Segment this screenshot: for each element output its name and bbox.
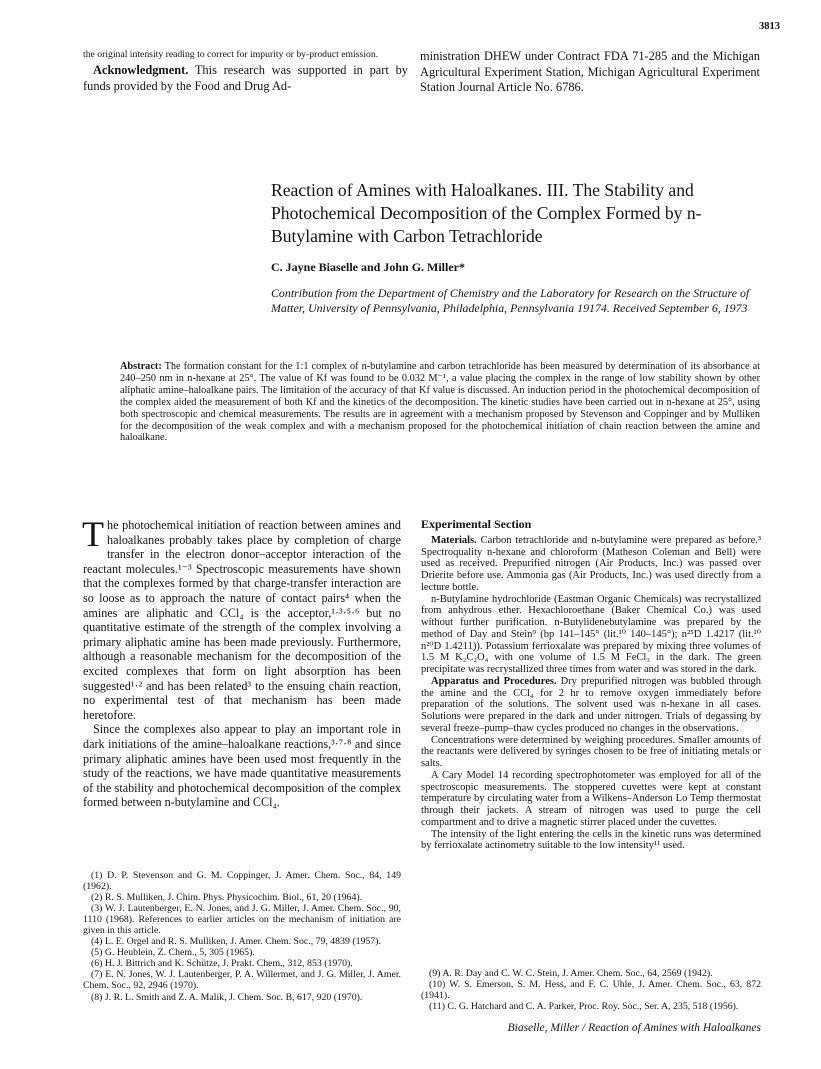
concentrations-paragraph: Concentrations were determined by weighing procedures. Smaller amounts of the reactants were delivered by syringes chosen to be free of initiating metals or salts. bbox=[421, 734, 761, 769]
reference-item: (6) H. J. Bittrich and K. Schütze, J. Prakt. Chem., 312, 853 (1970). bbox=[91, 958, 353, 970]
article-authors: C. Jayne Biaselle and John G. Miller* bbox=[271, 260, 466, 274]
reference-item: (1) D. P. Stevenson and G. M. Coppinger, J. Amer. Chem. Soc., 84, 149 (1962). bbox=[83, 870, 401, 893]
reference-item: (8) J. R. L. Smith and Z. A. Malik, J. Chem. Soc. B, 617, 920 (1970). bbox=[91, 991, 363, 1003]
running-footer: Biaselle, Miller / Reaction of Amines with Haloalkanes bbox=[507, 1022, 761, 1034]
experimental-section bbox=[421, 519, 761, 852]
reference-item: (11) C. G. Hatchard and C. A. Parker, Proc. Roy. Soc., Ser. A, 235, 518 (1956). bbox=[429, 1001, 739, 1013]
abstract-text: The formation constant for the 1:1 complex of n-butylamine and carbon tetrachloride has been measured by determination of its absorbance at 240–250 nm in n-hexane at 25°. The value of Kf was found to be 0.032 M⁻¹, a value placing the complex in the range of low stability shown by other aliphatic amine–haloalkane pairs. The limitation of the accuracy of that Kf value is discussed. An induction period in the photochemical decomposition of the complex aided the measurement of both Kf and the kinetics of the decomposition. The kinetic studies have been carried out in n-hexane at 25°, using both spectroscopic and chemical measurements. The results are in agreement with a mechanism proposed by Stevenson and Coppinger and by Mulliken for the decomposition of the weak complex and with a mechanism proposed for the photochemical initiation of chain reaction between the amine and haloalkane. bbox=[120, 361, 760, 444]
acknowledgment bbox=[83, 63, 408, 94]
apparatus-heading: Apparatus and Procedures. bbox=[431, 675, 557, 687]
top-right-block bbox=[420, 49, 760, 96]
intro-paragraph-1-text: he photochemical initiation of reaction between amines and haloalkanes probably takes place by completion of charge transfer in the electron donor–acceptor interaction of the reactant molecules.¹⁻³ Spectroscopic measurements have shown that the complexes formed by that charge-transfer interaction are so loose as to approach the nature of contact pairs⁴ when the amines are aliphatic and CCl₄ is the acceptor,¹·³·⁵·⁶ but no quantitative estimate of the strength of the complex involving a primary aliphatic amine has been made previously. Furthermore, although a reasonable mechanism for the decomposition of the excited complexes that form on light absorption has been suggested¹·² and has been related³ to the ensuing chain reaction, no experimental test of that mechanism has been made heretofore. bbox=[83, 518, 401, 722]
article-affiliation: Contribution from the Department of Chemistry and the Laboratory for Research on the Structure of Matter, University of Pennsylvania, Philadelphia, Pennsylvania 19174. Received September 6, 1973 bbox=[271, 286, 750, 315]
reference-item: (3) W. J. Lautenberger, E. N. Jones, and J. G. Miller, J. Amer. Chem. Soc., 90, 1110 (1968). References to earlier articles on the mechanism of initiation are given in this article. bbox=[83, 903, 401, 937]
materials-paragraph bbox=[421, 535, 761, 594]
previous-article-tail: the original intensity reading to correct for impurity or by-product emission. bbox=[83, 49, 379, 60]
spectrophotometer-paragraph: A Cary Model 14 recording spectrophotometer was employed for all of the spectroscopic measurements. The stoppered cuvettes were kept at constant temperature by circulating water from a Wilkens–Anderson Lo Temp thermostat through their jackets. A stream of nitrogen was used to purge the cell compartment and to drive a magnetic stirrer placed under the cuvettes. bbox=[421, 769, 761, 828]
page-number: 3813 bbox=[759, 21, 780, 32]
drop-cap: T bbox=[82, 514, 104, 554]
references-right bbox=[421, 968, 761, 1012]
references-left bbox=[83, 870, 401, 1003]
apparatus-text: Dry prepurified nitrogen was bubbled through the amine and the CCl₄ for 2 hr to remove oxygen immediately before preparation of the solutions. The solvent used was n-hexane in all cases. Solutions were prepared in the dark and under nitrogen. Trials of degassing by several freeze–pump–thaw cycles produced no changes in the observations. bbox=[421, 675, 761, 734]
reference-item: (7) E. N. Jones, W. J. Lautenberger, P. A. Willermet, and J. G. Miller, J. Amer. Chem. Soc., 92, 2946 (1970). bbox=[83, 969, 401, 992]
section-heading: Experimental Section bbox=[421, 517, 532, 531]
reference-item: (9) A. R. Day and C. W. C. Stein, J. Amer. Chem. Soc., 64, 2569 (1942). bbox=[429, 968, 713, 979]
reference-item: (4) L. E. Orgel and R. S. Mulliken, J. Amer. Chem. Soc., 79, 4839 (1957). bbox=[91, 936, 381, 948]
intro-paragraph-2: Since the complexes also appear to play an important role in dark initiations of the amine–haloalkane reactions,³·⁷·⁸ and since primary aliphatic amines have been used most frequently in the study of the reactions, we have made quantitative measurements of the stability and photochemical decomposition of the complex formed between n-butylamine and CCl₄. bbox=[83, 722, 401, 810]
butylamine-paragraph: n-Butylamine hydrochloride (Eastman Organic Chemicals) was recrystallized from anhydrous ether. Hexachloroethane (Baker Chemical Co.) was used without further purification. n-Butylidenebutylamine was prepared by the method of Day and Stein⁹ (bp 141–145° (lit.¹⁰ 140–145°); n²⁵D 1.4217 (lit.¹⁰ n²⁰D 1.4211)). Potassium ferrioxalate was prepared by mixing three volumes of 1.5 M K₂C₂O₄ with one volume of 1.5 M FeCl₃ in the dark. The green precipitate was recrystallized three times from water and was stored in the dark. bbox=[421, 593, 761, 675]
materials-heading: Materials. bbox=[431, 534, 477, 546]
reference-item: (2) R. S. Mulliken, J. Chim. Phys. Physicochim. Biol., 61, 20 (1964). bbox=[91, 892, 363, 904]
intro-paragraph-1 bbox=[82, 514, 401, 722]
acknowledgment-heading: Acknowledgment. bbox=[93, 63, 189, 78]
abstract-label: Abstract: bbox=[120, 361, 162, 372]
article-title: Reaction of Amines with Haloalkanes. III. The Stability and Photochemical Decomposition of the Complex Formed by n-Butylamine with Carbon Tetrachloride bbox=[271, 180, 702, 246]
reference-item: (5) G. Heublein, Z. Chem., 5, 305 (1965). bbox=[91, 947, 255, 959]
materials-text: Carbon tetrachloride and n-butylamine were prepared as before.³ Spectroquality n-hexane and chloroform (Matheson Coleman and Bell) were used as received. Prepurified nitrogen (Air Products, Inc.) was passed over Drierite before use. Ammonia gas (Air Products, Inc.) was used directly from a lecture bottle. bbox=[421, 534, 762, 593]
intensity-paragraph: The intensity of the light entering the cells in the kinetic runs was determined by ferrioxalate actinometry suitable to the low intensity¹¹ used. bbox=[421, 828, 761, 852]
introduction bbox=[82, 514, 401, 810]
acknowledgment-continued: ministration DHEW under Contract FDA 71-285 and the Michigan Agricultural Experiment Station, Michigan Agricultural Experiment Station Journal Article No. 6786. bbox=[420, 49, 760, 94]
apparatus-paragraph bbox=[421, 676, 761, 735]
top-left-block bbox=[83, 49, 408, 94]
abstract bbox=[120, 361, 760, 444]
reference-item: (10) W. S. Emerson, S. M. Hess, and F. C. Uhle, J. Amer. Chem. Soc., 63, 872 (1941). bbox=[421, 979, 761, 1002]
acknowledgment-body: This research was supported in part by funds provided by the Food and Drug Ad- bbox=[83, 63, 409, 93]
